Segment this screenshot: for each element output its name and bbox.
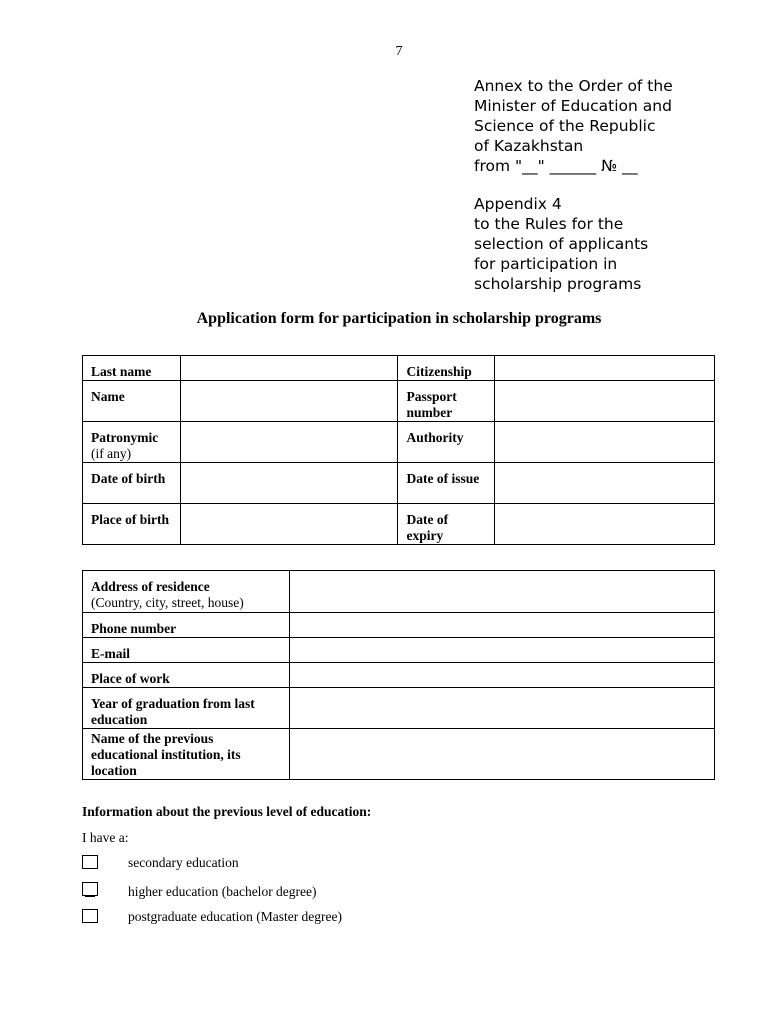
email-label: E-mail <box>83 638 290 663</box>
table-row <box>83 422 715 463</box>
table-row <box>83 638 715 663</box>
last-name-label: Last name <box>83 356 181 381</box>
appendix-line: selection of applicants <box>474 235 649 253</box>
place-of-birth-field[interactable] <box>180 504 398 545</box>
checkbox-higher[interactable] <box>82 882 98 896</box>
address-label: Address of residence (Country, city, street, house) <box>83 571 290 613</box>
table-row <box>83 663 715 688</box>
education-heading: Information about the previous level of education: <box>82 804 372 819</box>
date-of-issue-field[interactable] <box>495 463 715 504</box>
previous-institution-field[interactable] <box>289 729 714 780</box>
authority-field[interactable] <box>495 422 715 463</box>
name-label: Name <box>83 381 181 422</box>
checkbox-secondary[interactable] <box>82 855 98 869</box>
name-field[interactable] <box>180 381 398 422</box>
table-row <box>83 613 715 638</box>
graduation-year-label: Year of graduation from last education <box>83 688 290 729</box>
patronymic-field[interactable] <box>180 422 398 463</box>
annex-line: Annex to the Order of the <box>474 77 673 95</box>
phone-number-field[interactable] <box>289 613 714 638</box>
passport-number-field[interactable] <box>495 381 715 422</box>
place-of-birth-label: Place of birth <box>83 504 181 545</box>
address-note: (Country, city, street, house) <box>91 595 244 610</box>
graduation-year-field[interactable] <box>289 688 714 729</box>
option-label: higher education (bachelor degree) <box>128 884 317 899</box>
date-of-expiry-label: Date of expiry <box>398 504 495 545</box>
date-of-birth-label: Date of birth <box>83 463 181 504</box>
patronymic-label: Patronymic (if any) <box>83 422 181 463</box>
table-row <box>83 463 715 504</box>
appendix-line: for participation in <box>474 255 618 273</box>
address-field[interactable] <box>289 571 714 613</box>
education-intro: I have a: <box>82 830 129 845</box>
form-title: Application form for participation in scholarship programs <box>196 310 602 327</box>
table-row <box>83 729 715 780</box>
table-row <box>83 381 715 422</box>
table-row <box>83 504 715 545</box>
passport-number-label: Passport number <box>398 381 495 422</box>
citizenship-label: Citizenship <box>398 356 495 381</box>
last-name-field[interactable] <box>180 356 398 381</box>
table-row <box>83 688 715 729</box>
checkbox-postgraduate[interactable] <box>82 909 98 923</box>
citizenship-field[interactable] <box>495 356 715 381</box>
patronymic-note: (if any) <box>91 446 132 461</box>
option-label: secondary education <box>128 855 239 870</box>
email-field[interactable] <box>289 638 714 663</box>
place-of-work-field[interactable] <box>289 663 714 688</box>
annex-date-line: from "__" ______ № __ <box>474 157 638 175</box>
page-number: 7 <box>395 44 403 59</box>
appendix-line: to the Rules for the <box>474 215 624 233</box>
annex-line: of Kazakhstan <box>474 137 584 155</box>
annex-header <box>474 76 764 294</box>
table-row <box>83 356 715 381</box>
appendix-line: scholarship programs <box>474 275 642 293</box>
option-label: postgraduate education (Master degree) <box>128 909 343 924</box>
authority-label: Authority <box>398 422 495 463</box>
date-of-birth-field[interactable] <box>180 463 398 504</box>
appendix-line: Appendix 4 <box>474 195 562 213</box>
personal-info-table <box>82 355 715 545</box>
annex-line: Minister of Education and <box>474 97 672 115</box>
date-of-expiry-field[interactable] <box>495 504 715 545</box>
place-of-work-label: Place of work <box>83 663 290 688</box>
annex-line: Science of the Republic <box>474 117 656 135</box>
contact-info-table <box>82 570 715 780</box>
date-of-issue-label: Date of issue <box>398 463 495 504</box>
table-row <box>83 571 715 613</box>
phone-number-label: Phone number <box>83 613 290 638</box>
previous-institution-label: Name of the previous educational institution, its location <box>83 729 290 780</box>
